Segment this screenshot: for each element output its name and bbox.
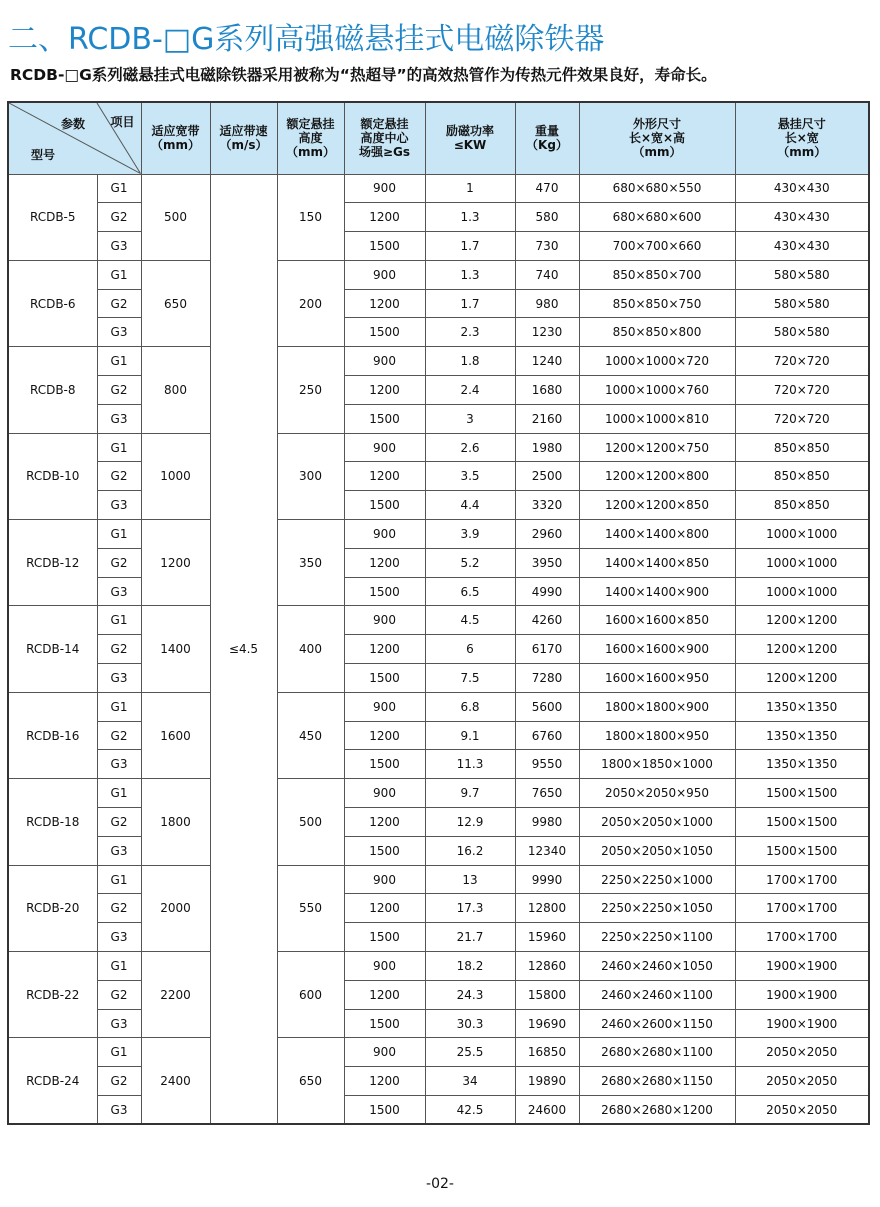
dimensions-cell: 1600×1600×850	[579, 606, 735, 635]
band-width-cell: 2200	[141, 952, 210, 1038]
power-cell: 12.9	[425, 808, 515, 837]
power-cell: 1.7	[425, 232, 515, 261]
sub-model-cell: G2	[97, 289, 141, 318]
hang-size-cell: 1700×1700	[735, 865, 869, 894]
rated-height-cell: 450	[277, 692, 344, 778]
model-cell: RCDB-14	[8, 606, 97, 692]
table-row	[8, 779, 869, 808]
dimensions-cell: 1800×1850×1000	[579, 750, 735, 779]
sub-model-cell: G2	[97, 1067, 141, 1096]
field-cell: 1500	[344, 232, 425, 261]
power-cell: 1.8	[425, 347, 515, 376]
weight-cell: 19890	[515, 1067, 579, 1096]
field-cell: 1200	[344, 289, 425, 318]
dimensions-cell: 2050×2050×950	[579, 779, 735, 808]
model-cell: RCDB-6	[8, 260, 97, 346]
dimensions-cell: 850×850×700	[579, 260, 735, 289]
band-speed-cell: ≤4.5	[210, 174, 277, 1124]
power-cell: 2.3	[425, 318, 515, 347]
field-cell: 900	[344, 692, 425, 721]
header-field-strength: 额定悬挂 高度中心 场强≥Gs	[344, 102, 425, 174]
band-width-cell: 1000	[141, 433, 210, 519]
field-cell: 1500	[344, 923, 425, 952]
dimensions-cell: 2680×2680×1100	[579, 1038, 735, 1067]
table-row	[8, 491, 869, 520]
model-cell: RCDB-24	[8, 1038, 97, 1124]
table-row	[8, 289, 869, 318]
field-cell: 900	[344, 865, 425, 894]
table-row	[8, 1067, 869, 1096]
dimensions-cell: 1200×1200×800	[579, 462, 735, 491]
hang-size-cell: 850×850	[735, 462, 869, 491]
hang-size-cell: 580×580	[735, 289, 869, 318]
header-hang-size: 悬挂尺寸 长×宽 （mm）	[735, 102, 869, 174]
model-cell: RCDB-8	[8, 347, 97, 433]
weight-cell: 12860	[515, 952, 579, 981]
hang-size-cell: 1200×1200	[735, 635, 869, 664]
table-row	[8, 606, 869, 635]
header-band-speed: 适应带速 （m/s）	[210, 102, 277, 174]
table-row	[8, 548, 869, 577]
table-row	[8, 462, 869, 491]
hang-size-cell: 720×720	[735, 404, 869, 433]
hang-size-cell: 850×850	[735, 433, 869, 462]
field-cell: 1200	[344, 462, 425, 491]
band-width-cell: 1800	[141, 779, 210, 865]
sub-model-cell: G1	[97, 1038, 141, 1067]
power-cell: 3	[425, 404, 515, 433]
power-cell: 3.9	[425, 520, 515, 549]
hang-size-cell: 580×580	[735, 260, 869, 289]
table-header	[8, 102, 869, 174]
sub-model-cell: G1	[97, 520, 141, 549]
dimensions-cell: 1400×1400×900	[579, 577, 735, 606]
weight-cell: 1680	[515, 376, 579, 405]
weight-cell: 24600	[515, 1096, 579, 1125]
table-row	[8, 635, 869, 664]
sub-model-cell: G1	[97, 606, 141, 635]
table-row	[8, 174, 869, 203]
dimensions-cell: 1800×1800×950	[579, 721, 735, 750]
table-row	[8, 577, 869, 606]
weight-cell: 740	[515, 260, 579, 289]
dimensions-cell: 850×850×800	[579, 318, 735, 347]
power-cell: 2.6	[425, 433, 515, 462]
field-cell: 1200	[344, 721, 425, 750]
rated-height-cell: 400	[277, 606, 344, 692]
hang-size-cell: 1350×1350	[735, 721, 869, 750]
table-row	[8, 692, 869, 721]
model-cell: RCDB-10	[8, 433, 97, 519]
weight-cell: 1240	[515, 347, 579, 376]
hang-size-cell: 1700×1700	[735, 923, 869, 952]
sub-model-cell: G2	[97, 548, 141, 577]
weight-cell: 4260	[515, 606, 579, 635]
band-width-cell: 2000	[141, 865, 210, 951]
sub-model-cell: G3	[97, 923, 141, 952]
weight-cell: 9990	[515, 865, 579, 894]
dimensions-cell: 680×680×550	[579, 174, 735, 203]
hang-size-cell: 1350×1350	[735, 750, 869, 779]
band-width-cell: 2400	[141, 1038, 210, 1124]
header-model: 型号	[31, 147, 56, 162]
weight-cell: 12800	[515, 894, 579, 923]
sub-model-cell: G2	[97, 203, 141, 232]
table-row	[8, 836, 869, 865]
power-cell: 1.7	[425, 289, 515, 318]
power-cell: 17.3	[425, 894, 515, 923]
power-cell: 7.5	[425, 664, 515, 693]
weight-cell: 1230	[515, 318, 579, 347]
field-cell: 1200	[344, 894, 425, 923]
page-title: 二、RCDB-□G系列高强磁悬挂式电磁除铁器	[8, 22, 605, 57]
weight-cell: 3950	[515, 548, 579, 577]
weight-cell: 4990	[515, 577, 579, 606]
dimensions-cell: 1000×1000×720	[579, 347, 735, 376]
model-cell: RCDB-18	[8, 779, 97, 865]
hang-size-cell: 2050×2050	[735, 1067, 869, 1096]
dimensions-cell: 1000×1000×810	[579, 404, 735, 433]
table-row	[8, 1009, 869, 1038]
power-cell: 2.4	[425, 376, 515, 405]
rated-height-cell: 300	[277, 433, 344, 519]
table-row	[8, 433, 869, 462]
field-cell: 1200	[344, 548, 425, 577]
dimensions-cell: 2460×2460×1100	[579, 980, 735, 1009]
table-row	[8, 260, 869, 289]
power-cell: 13	[425, 865, 515, 894]
weight-cell: 730	[515, 232, 579, 261]
dimensions-cell: 1600×1600×900	[579, 635, 735, 664]
hang-size-cell: 1000×1000	[735, 577, 869, 606]
table-row	[8, 980, 869, 1009]
sub-model-cell: G2	[97, 808, 141, 837]
hang-size-cell: 1500×1500	[735, 779, 869, 808]
field-cell: 1500	[344, 1096, 425, 1125]
sub-model-cell: G3	[97, 1009, 141, 1038]
table-row	[8, 404, 869, 433]
weight-cell: 2500	[515, 462, 579, 491]
sub-model-cell: G1	[97, 260, 141, 289]
sub-model-cell: G3	[97, 491, 141, 520]
dimensions-cell: 1800×1800×900	[579, 692, 735, 721]
rated-height-cell: 550	[277, 865, 344, 951]
table-row	[8, 808, 869, 837]
power-cell: 6	[425, 635, 515, 664]
dimensions-cell: 850×850×750	[579, 289, 735, 318]
field-cell: 1500	[344, 750, 425, 779]
hang-size-cell: 1200×1200	[735, 664, 869, 693]
dimensions-cell: 680×680×600	[579, 203, 735, 232]
table-row	[8, 318, 869, 347]
dimensions-cell: 2460×2600×1150	[579, 1009, 735, 1038]
dimensions-cell: 1400×1400×800	[579, 520, 735, 549]
field-cell: 900	[344, 433, 425, 462]
power-cell: 6.8	[425, 692, 515, 721]
dimensions-cell: 1600×1600×950	[579, 664, 735, 693]
dimensions-cell: 1200×1200×750	[579, 433, 735, 462]
power-cell: 1.3	[425, 260, 515, 289]
table-row	[8, 865, 869, 894]
hang-size-cell: 430×430	[735, 232, 869, 261]
header-dimensions: 外形尺寸 长×宽×高 （mm）	[579, 102, 735, 174]
weight-cell: 3320	[515, 491, 579, 520]
power-cell: 42.5	[425, 1096, 515, 1125]
sub-model-cell: G3	[97, 1096, 141, 1125]
field-cell: 900	[344, 779, 425, 808]
band-width-cell: 1600	[141, 692, 210, 778]
field-cell: 1500	[344, 318, 425, 347]
table-row	[8, 721, 869, 750]
power-cell: 16.2	[425, 836, 515, 865]
sub-model-cell: G3	[97, 232, 141, 261]
hang-size-cell: 430×430	[735, 174, 869, 203]
hang-size-cell: 1200×1200	[735, 606, 869, 635]
weight-cell: 2160	[515, 404, 579, 433]
field-cell: 900	[344, 606, 425, 635]
power-cell: 3.5	[425, 462, 515, 491]
table-row	[8, 347, 869, 376]
table-row	[8, 203, 869, 232]
header-item: 项目	[110, 115, 135, 129]
sub-model-cell: G1	[97, 433, 141, 462]
weight-cell: 19690	[515, 1009, 579, 1038]
table-row	[8, 520, 869, 549]
table-row	[8, 894, 869, 923]
power-cell: 18.2	[425, 952, 515, 981]
field-cell: 1200	[344, 1067, 425, 1096]
band-width-cell: 650	[141, 260, 210, 346]
sub-model-cell: G2	[97, 635, 141, 664]
sub-model-cell: G1	[97, 779, 141, 808]
weight-cell: 1980	[515, 433, 579, 462]
model-cell: RCDB-12	[8, 520, 97, 606]
weight-cell: 12340	[515, 836, 579, 865]
dimensions-cell: 1000×1000×760	[579, 376, 735, 405]
field-cell: 1500	[344, 404, 425, 433]
rated-height-cell: 600	[277, 952, 344, 1038]
band-width-cell: 500	[141, 174, 210, 260]
sub-model-cell: G3	[97, 664, 141, 693]
field-cell: 900	[344, 174, 425, 203]
power-cell: 30.3	[425, 1009, 515, 1038]
table-row	[8, 1096, 869, 1125]
power-cell: 24.3	[425, 980, 515, 1009]
sub-model-cell: G1	[97, 865, 141, 894]
sub-model-cell: G1	[97, 952, 141, 981]
header-diagonal-cell	[8, 102, 141, 174]
field-cell: 900	[344, 260, 425, 289]
field-cell: 1500	[344, 577, 425, 606]
band-width-cell: 1400	[141, 606, 210, 692]
weight-cell: 15800	[515, 980, 579, 1009]
header-power: 励磁功率 ≤KW	[425, 102, 515, 174]
power-cell: 1.3	[425, 203, 515, 232]
dimensions-cell: 2460×2460×1050	[579, 952, 735, 981]
rated-height-cell: 500	[277, 779, 344, 865]
sub-model-cell: G2	[97, 376, 141, 405]
weight-cell: 6170	[515, 635, 579, 664]
weight-cell: 15960	[515, 923, 579, 952]
hang-size-cell: 1000×1000	[735, 520, 869, 549]
power-cell: 4.5	[425, 606, 515, 635]
diagonal-lines	[9, 103, 141, 174]
page-number: -02-	[426, 1176, 454, 1192]
hang-size-cell: 430×430	[735, 203, 869, 232]
table-row	[8, 376, 869, 405]
band-width-cell: 1200	[141, 520, 210, 606]
header-param: 参数	[61, 117, 86, 131]
dimensions-cell: 2250×2250×1100	[579, 923, 735, 952]
rated-height-cell: 250	[277, 347, 344, 433]
sub-model-cell: G3	[97, 404, 141, 433]
power-cell: 9.1	[425, 721, 515, 750]
table-row	[8, 923, 869, 952]
table-row	[8, 952, 869, 981]
power-cell: 9.7	[425, 779, 515, 808]
hang-size-cell: 1700×1700	[735, 894, 869, 923]
table-row	[8, 750, 869, 779]
spec-table	[7, 101, 870, 1125]
sub-model-cell: G3	[97, 836, 141, 865]
rated-height-cell: 650	[277, 1038, 344, 1124]
sub-model-cell: G2	[97, 894, 141, 923]
field-cell: 900	[344, 520, 425, 549]
dimensions-cell: 1200×1200×850	[579, 491, 735, 520]
hang-size-cell: 1000×1000	[735, 548, 869, 577]
field-cell: 900	[344, 1038, 425, 1067]
sub-model-cell: G3	[97, 318, 141, 347]
hang-size-cell: 580×580	[735, 318, 869, 347]
weight-cell: 9980	[515, 808, 579, 837]
sub-model-cell: G1	[97, 347, 141, 376]
header-weight: 重量 （Kg）	[515, 102, 579, 174]
header-band-width: 适应宽带 （mm）	[141, 102, 210, 174]
hang-size-cell: 1900×1900	[735, 980, 869, 1009]
weight-cell: 5600	[515, 692, 579, 721]
band-width-cell: 800	[141, 347, 210, 433]
rated-height-cell: 350	[277, 520, 344, 606]
field-cell: 900	[344, 952, 425, 981]
table-row	[8, 1038, 869, 1067]
weight-cell: 580	[515, 203, 579, 232]
hang-size-cell: 1900×1900	[735, 1009, 869, 1038]
weight-cell: 16850	[515, 1038, 579, 1067]
weight-cell: 470	[515, 174, 579, 203]
weight-cell: 7280	[515, 664, 579, 693]
rated-height-cell: 150	[277, 174, 344, 260]
power-cell: 34	[425, 1067, 515, 1096]
field-cell: 1200	[344, 376, 425, 405]
header-rated-height: 额定悬挂 高度 （mm）	[277, 102, 344, 174]
weight-cell: 2960	[515, 520, 579, 549]
hang-size-cell: 2050×2050	[735, 1038, 869, 1067]
field-cell: 1200	[344, 203, 425, 232]
hang-size-cell: 720×720	[735, 347, 869, 376]
dimensions-cell: 2250×2250×1050	[579, 894, 735, 923]
dimensions-cell: 2250×2250×1000	[579, 865, 735, 894]
hang-size-cell: 1500×1500	[735, 836, 869, 865]
dimensions-cell: 700×700×660	[579, 232, 735, 261]
sub-model-cell: G2	[97, 462, 141, 491]
sub-model-cell: G3	[97, 577, 141, 606]
hang-size-cell: 850×850	[735, 491, 869, 520]
hang-size-cell: 2050×2050	[735, 1096, 869, 1125]
dimensions-cell: 1400×1400×850	[579, 548, 735, 577]
dimensions-cell: 2050×2050×1050	[579, 836, 735, 865]
field-cell: 1500	[344, 664, 425, 693]
power-cell: 21.7	[425, 923, 515, 952]
power-cell: 4.4	[425, 491, 515, 520]
field-cell: 1200	[344, 980, 425, 1009]
weight-cell: 9550	[515, 750, 579, 779]
sub-model-cell: G2	[97, 980, 141, 1009]
table-row	[8, 232, 869, 261]
hang-size-cell: 1900×1900	[735, 952, 869, 981]
dimensions-cell: 2680×2680×1200	[579, 1096, 735, 1125]
dimensions-cell: 2680×2680×1150	[579, 1067, 735, 1096]
sub-model-cell: G1	[97, 692, 141, 721]
power-cell: 25.5	[425, 1038, 515, 1067]
power-cell: 1	[425, 174, 515, 203]
field-cell: 1500	[344, 1009, 425, 1038]
model-cell: RCDB-20	[8, 865, 97, 951]
power-cell: 11.3	[425, 750, 515, 779]
field-cell: 1200	[344, 635, 425, 664]
field-cell: 1200	[344, 808, 425, 837]
power-cell: 5.2	[425, 548, 515, 577]
weight-cell: 980	[515, 289, 579, 318]
field-cell: 900	[344, 347, 425, 376]
field-cell: 1500	[344, 491, 425, 520]
rated-height-cell: 200	[277, 260, 344, 346]
model-cell: RCDB-22	[8, 952, 97, 1038]
field-cell: 1500	[344, 836, 425, 865]
hang-size-cell: 1350×1350	[735, 692, 869, 721]
dimensions-cell: 2050×2050×1000	[579, 808, 735, 837]
model-cell: RCDB-16	[8, 692, 97, 778]
table-row	[8, 664, 869, 693]
weight-cell: 7650	[515, 779, 579, 808]
sub-model-cell: G2	[97, 721, 141, 750]
hang-size-cell: 720×720	[735, 376, 869, 405]
page-subtitle: RCDB-□G系列磁悬挂式电磁除铁器采用被称为“热超导”的高效热管作为传热元件效果良好，寿命长。	[10, 66, 717, 84]
sub-model-cell: G1	[97, 174, 141, 203]
weight-cell: 6760	[515, 721, 579, 750]
table-body	[8, 174, 869, 1124]
model-cell: RCDB-5	[8, 174, 97, 260]
power-cell: 6.5	[425, 577, 515, 606]
sub-model-cell: G3	[97, 750, 141, 779]
hang-size-cell: 1500×1500	[735, 808, 869, 837]
